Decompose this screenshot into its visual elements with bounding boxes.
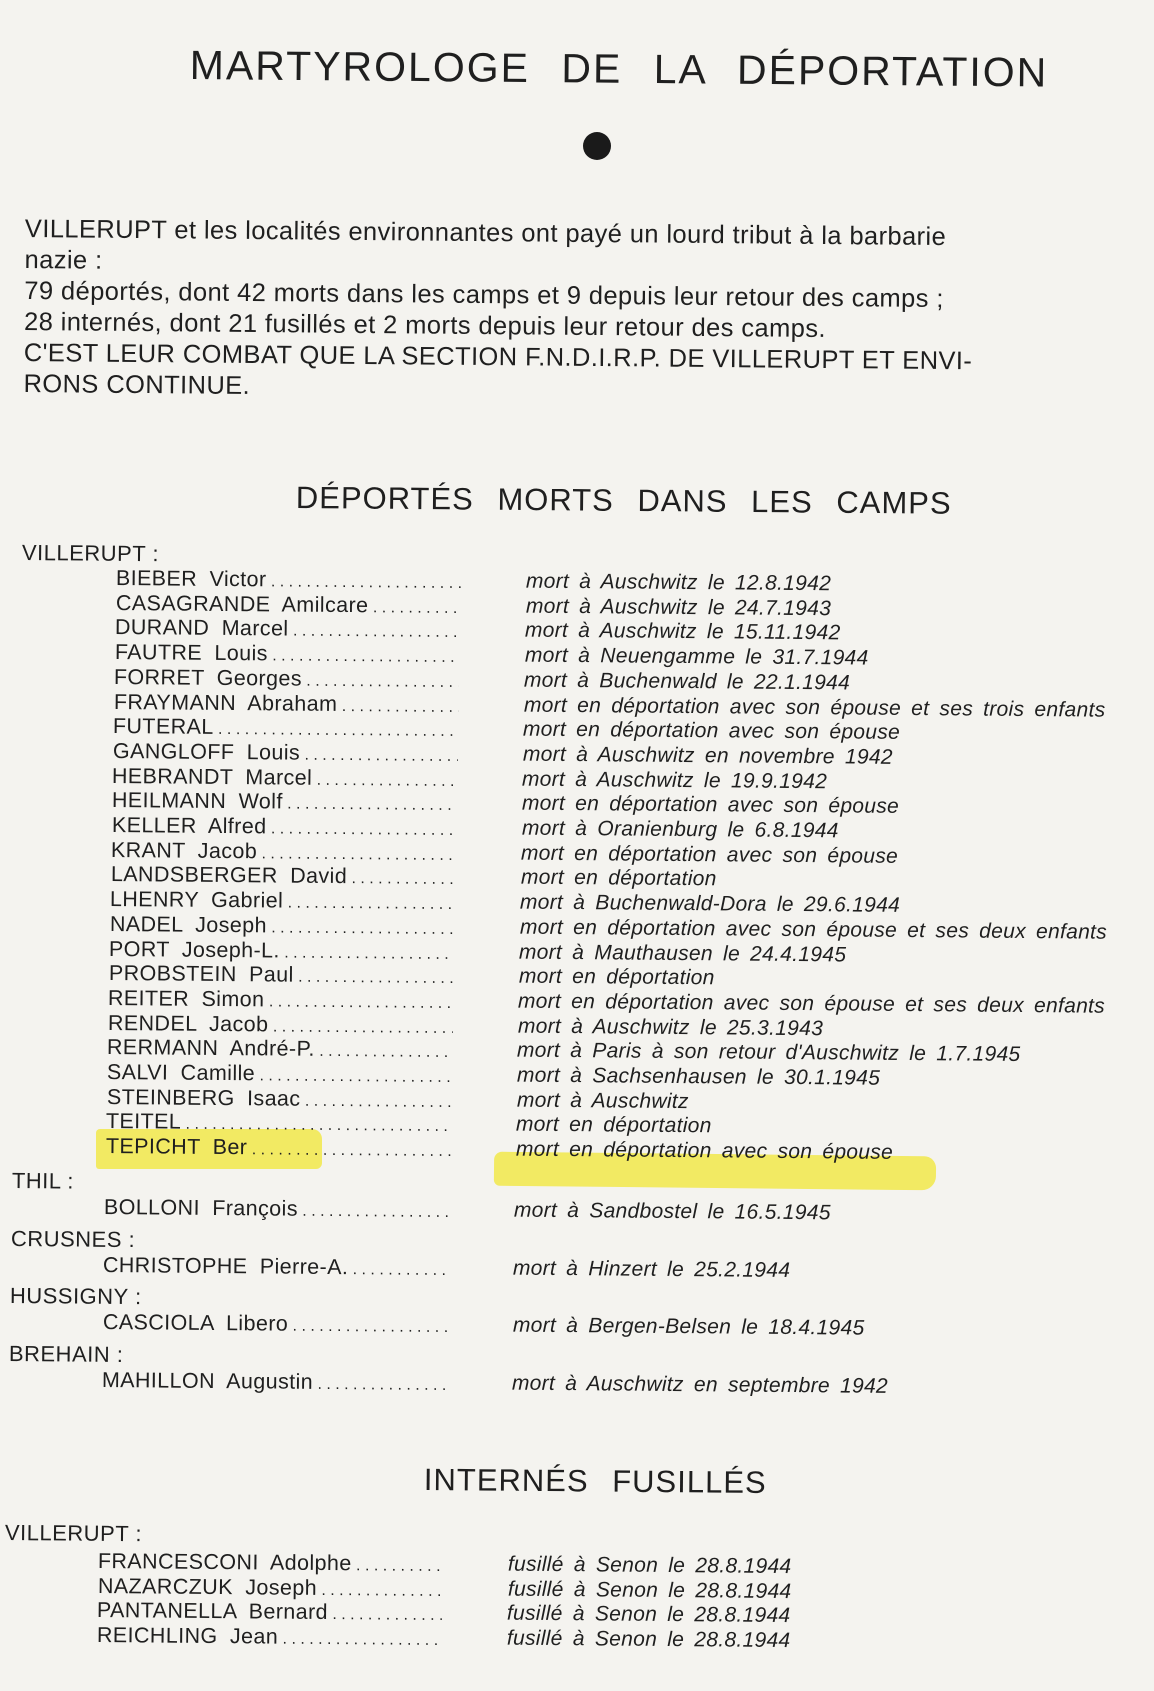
intro-line: VILLERUPT et les localités environnantes ont payé un lourd tribut à la barbarie	[24, 214, 947, 252]
intro-line: 28 internés, dont 21 fusillés et 2 morts depuis leur retour des camps.	[23, 307, 827, 343]
person-name: DURAND Marcel . . .	[115, 615, 460, 643]
fate-text: mort à Auschwitz le 15.11.1942	[524, 618, 841, 645]
fate-text: mort en déportation avec son épouse et ses trois enfants	[523, 693, 1106, 722]
person-name: GANGLOFF Louis . . .	[113, 739, 458, 767]
fate-text: fusillé à Senon le 28.8.1944	[507, 1577, 792, 1603]
fate-text: mort à Mauthausen le 24.4.1945	[519, 940, 847, 966]
person-name: FUTERAL . . .	[113, 714, 458, 742]
place-label: BREHAIN :	[8, 1340, 124, 1367]
section-heading-camps: DÉPORTÉS MORTS DANS LES CAMPS	[295, 480, 952, 521]
fate-text: mort en déportation	[520, 865, 717, 891]
person-name: CHRISTOPHE Pierre-A. . . .	[103, 1253, 448, 1281]
fate-text: mort à Neuengamme le 31.7.1944	[524, 643, 869, 670]
fate-text: mort à Buchenwald le 22.1.1944	[523, 668, 851, 695]
section-heading-fusilles: INTERNÉS FUSILLÉS	[423, 1462, 767, 1500]
fate-text: mort à Sachsenhausen le 30.1.1945	[516, 1063, 881, 1090]
fate-text: mort en déportation avec son épouse	[521, 791, 900, 819]
fate-text: mort à Sandbostel le 16.5.1945	[513, 1198, 831, 1225]
person-name: LANDSBERGER David . . .	[110, 862, 455, 890]
person-name: BIEBER Victor . . .	[116, 566, 461, 594]
fate-text: mort à Auschwitz en novembre 1942	[522, 742, 893, 769]
person-name: KELLER Alfred . . .	[111, 813, 456, 841]
person-name: CASCIOLA Libero . . .	[103, 1310, 448, 1338]
person-name: HEILMANN Wolf . . .	[112, 788, 457, 816]
fate-text: mort à Auschwitz le 19.9.1942	[522, 767, 828, 793]
person-name: TEITEL . . .	[106, 1109, 451, 1137]
fate-text: mort en déportation avec son épouse	[520, 841, 899, 868]
person-name: REITER Simon . . .	[108, 986, 453, 1014]
person-name: MAHILLON Augustin . . .	[102, 1368, 447, 1396]
fate-text: mort à Hinzert le 25.2.1944	[513, 1256, 791, 1282]
person-name: FAUTRE Louis . . .	[114, 640, 459, 668]
person-name: HEBRANDT Marcel . . .	[112, 764, 457, 792]
place-label: CRUSNES :	[10, 1225, 136, 1252]
person-name: STEINBERG Isaac . . .	[106, 1085, 451, 1113]
fate-text: mort en déportation avec son épouse et ses deux enfants	[519, 915, 1107, 944]
person-name: TEPICHT Ber . . .	[105, 1134, 450, 1162]
person-name: REICHLING Jean . . .	[96, 1623, 441, 1651]
intro-line: C'EST LEUR COMBAT QUE LA SECTION F.N.D.I.R.P. DE VILLERUPT ET ENVI-	[23, 338, 973, 376]
person-name: FORRET Georges . . .	[114, 665, 459, 693]
person-name: SALVI Camille . . .	[107, 1060, 452, 1088]
fate-text: mort à Auschwitz le 25.3.1943	[517, 1014, 824, 1040]
fate-text: mort à Auschwitz	[516, 1088, 689, 1113]
place-label-villerupt-fusilles: VILLERUPT :	[4, 1520, 143, 1547]
person-name: BOLLONI François . . .	[104, 1195, 449, 1223]
fate-text: mort à Paris à son retour d'Auschwitz le 1.7.1945	[517, 1038, 1022, 1067]
fate-text: mort à Auschwitz en septembre 1942	[511, 1371, 889, 1398]
fate-text: mort en déportation avec son épouse	[515, 1137, 893, 1164]
fate-text: mort à Buchenwald-Dora le 29.6.1944	[519, 890, 901, 917]
page-title: MARTYROLOGE DE LA DÉPORTATION	[189, 42, 1049, 96]
fate-text: fusillé à Senon le 28.8.1944	[507, 1552, 792, 1579]
person-name: NADEL Joseph . . .	[109, 912, 454, 940]
place-label: THIL :	[11, 1168, 75, 1194]
intro-line: RONS CONTINUE.	[23, 369, 251, 400]
fate-text: fusillé à Senon le 28.8.1944	[506, 1601, 791, 1628]
fate-text: mort en déportation avec son épouse	[523, 717, 901, 745]
person-name: PROBSTEIN Paul . . .	[109, 961, 454, 989]
intro-line: nazie :	[24, 245, 103, 275]
fate-text: mort à Auschwitz le 12.8.1942	[525, 569, 832, 596]
fate-text: mort à Bergen-Belsen le 18.4.1945	[512, 1313, 865, 1340]
person-name: NAZARCZUK Joseph . . .	[97, 1574, 442, 1602]
fate-text: mort à Oranienburg le 6.8.1944	[521, 816, 839, 843]
person-name: RENDEL Jacob . . .	[108, 1011, 453, 1039]
person-name: PORT Joseph-L. . . .	[109, 937, 454, 965]
intro-line: 79 déportés, dont 42 morts dans les camps et 9 depuis leur retour des camps ;	[24, 276, 944, 314]
person-name: PANTANELLA Bernard . . .	[97, 1598, 442, 1626]
person-name: FRANCESCONI Adolphe . . .	[98, 1549, 443, 1577]
fate-text: fusillé à Senon le 28.8.1944	[506, 1626, 791, 1653]
fate-text: mort à Auschwitz le 24.7.1943	[525, 594, 831, 620]
person-name: CASAGRANDE Amilcare . . .	[115, 591, 460, 619]
person-name: FRAYMANN Abraham . . .	[114, 690, 459, 718]
place-label: HUSSIGNY :	[9, 1283, 142, 1310]
fate-text: mort en déportation avec son épouse et ses deux enfants	[518, 989, 1106, 1018]
place-label-villerupt: VILLERUPT :	[21, 540, 160, 567]
person-name: LHENRY Gabriel . . .	[110, 887, 455, 915]
person-name: KRANT Jacob . . .	[111, 838, 456, 866]
person-name: RERMANN André-P. . . .	[107, 1035, 452, 1063]
fate-text: mort en déportation	[515, 1112, 712, 1138]
fate-text: mort en déportation	[518, 964, 715, 990]
